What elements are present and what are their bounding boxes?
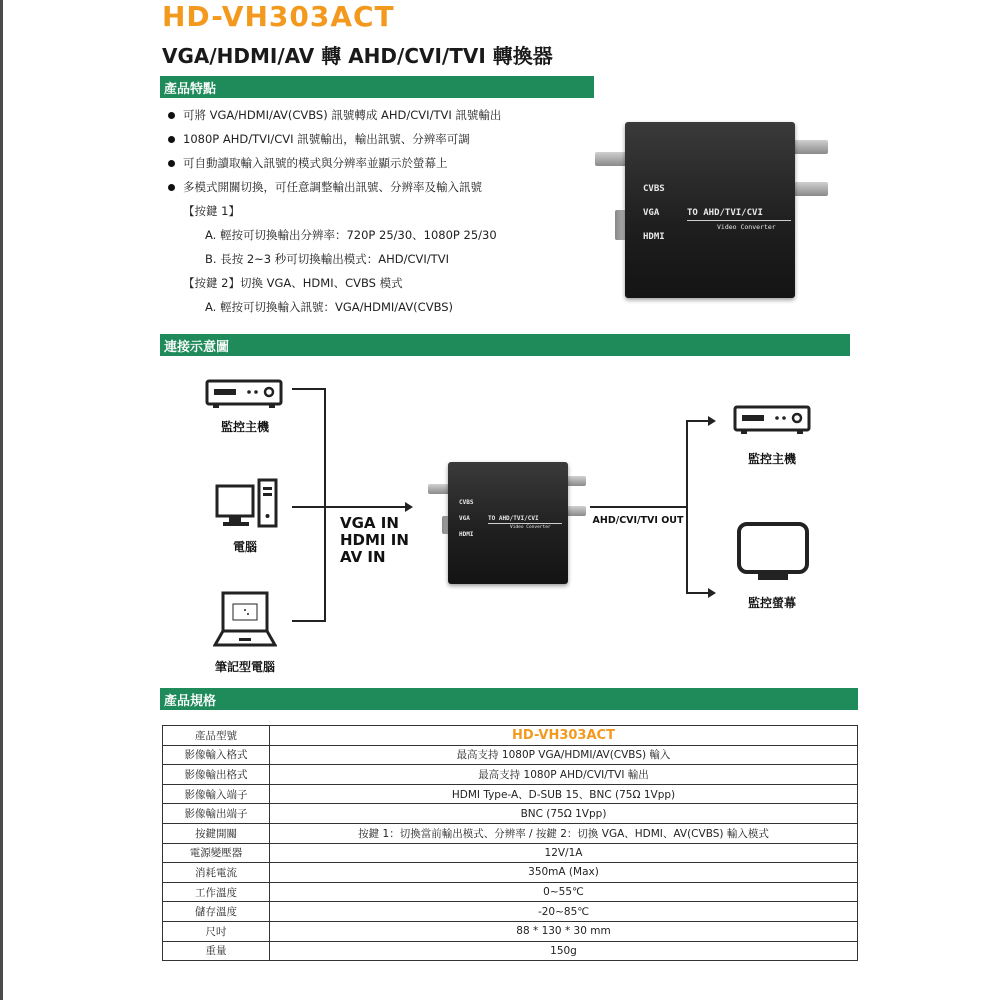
page-left-border [0, 0, 3, 1000]
table-row [163, 882, 858, 902]
section-title-features: 產品特點 [164, 81, 217, 97]
spec-value: BNC (75Ω 1Vpp) [270, 804, 858, 824]
product-model-title: HD-VH303ACT [162, 0, 395, 33]
port-label: VGA [459, 515, 470, 522]
spec-key: 儲存溫度 [163, 902, 270, 922]
table-row [163, 745, 858, 765]
source-pc-label: 電腦 [232, 540, 257, 554]
dvr-icon [205, 378, 283, 410]
label-underline [488, 523, 562, 524]
table-row [163, 804, 858, 824]
spec-key: 重量 [163, 941, 270, 961]
key1-heading: 【按鍵 1】 [183, 204, 240, 218]
converter-device-diagram [428, 460, 588, 586]
product-subtitle: VGA/HDMI/AV 轉 AHD/CVI/TVI 轉換器 [162, 44, 553, 68]
dvr-icon [733, 404, 811, 436]
product-caption: Video Converter [717, 223, 776, 231]
output-types-label: AHD/CVI/TVI OUT [592, 515, 684, 526]
spec-value: 88 * 130 * 30 mm [270, 921, 858, 941]
table-row [163, 863, 858, 883]
arrow-right-icon [708, 416, 716, 426]
section-bar-specs [160, 688, 858, 710]
spec-value: HD-VH303ACT [270, 726, 858, 746]
spec-key: 尺吋 [163, 921, 270, 941]
spec-value: 最高支持 1080P VGA/HDMI/AV(CVBS) 輸入 [270, 745, 858, 765]
table-row [163, 784, 858, 804]
port-label: VGA [643, 208, 660, 218]
table-row [163, 823, 858, 843]
bnc-input-connector [428, 484, 450, 494]
key1-option-b: B. 長按 2~3 秒可切換輸出模式：AHD/CVI/TVI [205, 252, 449, 266]
input-type: VGA IN [340, 514, 399, 532]
label-underline [687, 220, 791, 221]
feature-item: 可將 VGA/HDMI/AV(CVBS) 訊號轉成 AHD/CVI/TVI 訊號輸出 [165, 103, 501, 127]
port-label: HDMI [459, 531, 474, 538]
product-photo [595, 120, 835, 300]
spec-value: 最高支持 1080P AHD/CVI/TVI 輸出 [270, 765, 858, 785]
dest-dvr-label: 監控主機 [747, 452, 796, 466]
section-title-diagram: 連接示意圖 [164, 339, 230, 355]
spec-key: 工作溫度 [163, 882, 270, 902]
port-label: HDMI [643, 232, 665, 242]
key1-option-a: A. 輕按可切換輸出分辨率：720P 25/30、1080P 25/30 [205, 228, 497, 242]
feature-list [165, 103, 501, 319]
arrow-right-icon [405, 502, 413, 512]
key2-option-a: A. 輕按可切換輸入訊號：VGA/HDMI/AV(CVBS) [205, 300, 454, 314]
spec-key: 影像輸入端子 [163, 784, 270, 804]
feature-item: 1080P AHD/TVI/CVI 訊號輸出，輸出訊號、分辨率可調 [165, 127, 501, 151]
converter-box [625, 122, 795, 298]
spec-key: 消耗電流 [163, 863, 270, 883]
spec-value: 按鍵 1：切換當前輸出模式、分辨率 / 按鍵 2：切換 VGA、HDMI、AV(CVBS) 輸入模式 [270, 823, 858, 843]
spec-value: 0~55℃ [270, 882, 858, 902]
connector-line [686, 592, 710, 594]
table-row [163, 941, 858, 961]
section-title-specs: 產品規格 [164, 693, 217, 709]
spec-table [162, 725, 858, 961]
connector-line [686, 420, 688, 594]
computer-icon [215, 478, 279, 530]
port-label: CVBS [643, 184, 665, 194]
input-type: HDMI IN [340, 531, 409, 549]
source-laptop-label: 筆記型電腦 [214, 660, 275, 674]
port-label: CVBS [459, 499, 474, 506]
output-label: TO AHD/TVI/CVI [488, 515, 539, 522]
table-row [163, 921, 858, 941]
connector-line [292, 506, 326, 508]
dest-monitor-label: 監控螢幕 [747, 596, 796, 610]
spec-value: 150g [270, 941, 858, 961]
source-dvr-label: 監控主機 [220, 420, 269, 434]
laptop-icon [213, 590, 277, 650]
connector-line [686, 420, 710, 422]
feature-item: 多模式開關切換，可任意調整輸出訊號、分辨率及輸入訊號 [165, 175, 501, 199]
connector-line [590, 506, 688, 508]
input-type: AV IN [340, 548, 386, 566]
arrow-right-icon [708, 588, 716, 598]
connector-line [324, 388, 326, 622]
spec-value: HDMI Type-A、D-SUB 15、BNC (75Ω 1Vpp) [270, 784, 858, 804]
table-row [163, 843, 858, 863]
output-label: TO AHD/TVI/CVI [687, 208, 763, 218]
section-bar-diagram [160, 334, 850, 356]
monitor-icon [736, 520, 810, 582]
table-row [163, 902, 858, 922]
feature-item: 可自動讀取輸入訊號的模式與分辨率並顯示於螢幕上 [165, 151, 501, 175]
spec-key: 產品型號 [163, 726, 270, 746]
connector-line [326, 506, 406, 508]
spec-value: 350mA (Max) [270, 863, 858, 883]
bnc-output-connector [790, 182, 828, 196]
connector-line [292, 388, 326, 390]
table-row [163, 726, 858, 746]
spec-value: 12V/1A [270, 843, 858, 863]
table-row [163, 765, 858, 785]
converter-box [448, 462, 568, 584]
spec-key: 按鍵開關 [163, 823, 270, 843]
spec-key: 電源變壓器 [163, 843, 270, 863]
spec-key: 影像輸出端子 [163, 804, 270, 824]
bnc-input-connector [595, 152, 629, 166]
spec-key: 影像輸入格式 [163, 745, 270, 765]
section-bar-features [160, 76, 594, 98]
bnc-output-connector [790, 140, 828, 154]
spec-value: -20~85℃ [270, 902, 858, 922]
input-types-label [340, 515, 409, 566]
key2-heading: 【按鍵 2】切換 VGA、HDMI、CVBS 模式 [183, 276, 403, 290]
spec-key: 影像輸出格式 [163, 765, 270, 785]
connector-line [292, 620, 326, 622]
product-caption: Video Converter [510, 525, 551, 530]
